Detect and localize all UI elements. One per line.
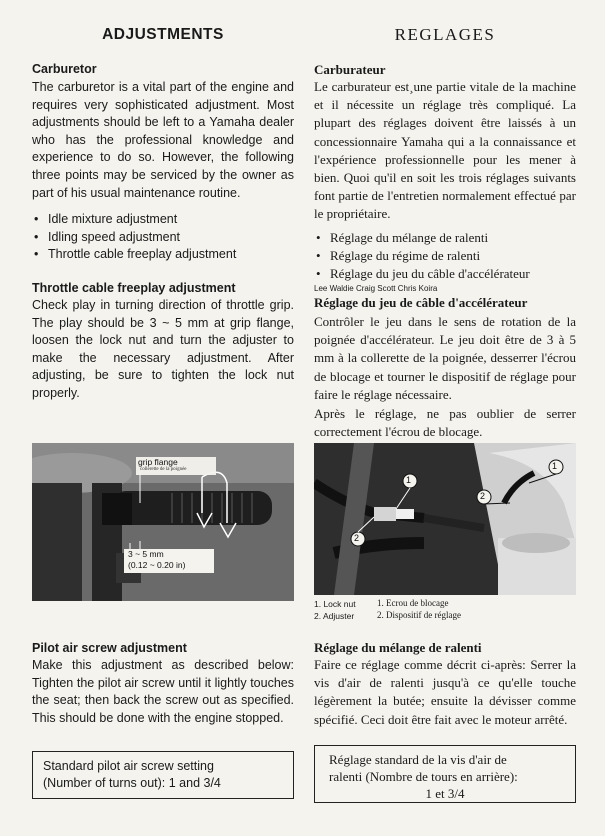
caption-ecrou: 1. Ecrou de blocage [377, 598, 449, 608]
throttle-text-fr: Contrôler le jeu dans le sens de rotation de la poignée d'accélérateur. Le jeu doit être de 3 à 5 mm à la collerette de la poignée, desserrer l'écrou de blocage et tourner le dispositif de réglage pour faire le réglage nécessaire. [314, 314, 576, 402]
pilot-title: Pilot air screw adjustment [32, 641, 187, 655]
caption-adjuster: 2. Adjuster [314, 611, 355, 621]
pilot-setting-fr-line3: 1 et 3/4 [425, 786, 465, 801]
throttle-title-fr: Réglage du jeu de câble d'accélérateur [314, 295, 528, 310]
cable-adjuster-illustration [314, 443, 576, 595]
carburetor-bullet-list [32, 211, 294, 264]
list-item: • Idle mixture adjustment [32, 211, 294, 229]
carburateur-bullet-list [314, 229, 576, 284]
list-item: • Throttle cable freeplay adjustment [32, 246, 294, 264]
carburateur-text: Le carburateur est¸une partie vitale de la machine et il nécessite un réglage très compliqué. La plupart des réglages doivent être laissés à un concessionnaire Yamaha qui a la connaissance et l'expérience professionnelle pour les mener à bien. Quoi qu'il en soit les trois réglages suivants font partie de l'entretien normalement effectué par le propriétaire. [314, 79, 576, 222]
grip-flange-label: grip flange [138, 457, 178, 467]
pilot-setting-line2: (Number of turns out): 1 and 3/4 [43, 776, 221, 790]
callout-1: 1 [406, 475, 412, 485]
play-range-inches-label: (0.12 ~ 0.20 in) [128, 560, 186, 570]
callout-2: 2 [354, 533, 360, 543]
throttle-title: Throttle cable freeplay adjustment [32, 281, 236, 295]
throttle-text: Check play in turning direction of throttle grip. The play should be 3 ~ 5 mm at grip flange, loosen the lock nut and turn the adjuster to make the necessary adjustment. After adjusting, be sure to tighten the lock nut properly. [32, 298, 294, 400]
list-item: • Réglage du régime de ralenti [314, 247, 576, 265]
pilot-setting-line1: Standard pilot air screw setting [43, 759, 214, 773]
heading-adjustments: ADJUSTMENTS [102, 26, 224, 43]
carburetor-text: The carburetor is a vital part of the engine and requires very sophisticated adjustment. Most adjustments should be left to a Yamaha dealer who has the professional knowledge and experience to do so. However, the following three points may be serviced by the owner as part of his usual maintenance routine. [32, 80, 294, 200]
carburetor-title: Carburetor [32, 62, 97, 76]
pilot-setting-box [32, 751, 294, 799]
throttle-grip-photo [32, 443, 294, 601]
pilot-text-fr: Faire ce réglage comme décrit ci-après: Serrer la vis d'air de ralenti jusqu'à ce qu'elle touche légèrement la butée; ensuite la dévisser comme spécifié. Ceci doit être fait avec le moteur arrêté. [314, 657, 576, 727]
pilot-setting-box-fr [314, 745, 576, 803]
list-item: • Idling speed adjustment [32, 229, 294, 247]
carburateur-title: Carburateur [314, 62, 386, 77]
callout-1b: 1 [552, 461, 558, 471]
play-range-label: 3 ~ 5 mm [128, 549, 164, 559]
pilot-setting-fr-line1: Réglage standard de la vis d'air de [329, 752, 507, 767]
caption-lock-nut: 1. Lock nut [314, 599, 356, 609]
heading-reglages: REGLAGES [394, 25, 496, 44]
grip-flange-label-fr: collerette de la poignée [140, 467, 187, 472]
cable-adjuster-photo [314, 443, 576, 595]
pilot-title-fr: Réglage du mélange de ralenti [314, 640, 482, 655]
pilot-text: Make this adjustment as described below: Tighten the pilot air screw until it lightly touches the seat; then back the screw out as specified. This should be done with the engine stopped. [32, 658, 294, 725]
pilot-setting-fr-line2: ralenti (Nombre de tours en arrière): [329, 769, 518, 784]
caption-dispositif: 2. Dispositif de réglage [377, 610, 461, 620]
credits-line: Lee Waldie Craig Scott Chris Koira [314, 284, 438, 293]
throttle-text-fr-2: Après le réglage, ne pas oublier de serrer correctement l'écrou de blocage. [314, 406, 576, 440]
callout-2b: 2 [480, 491, 486, 501]
list-item: • Réglage du jeu du câble d'accélérateur [314, 265, 576, 283]
list-item: • Réglage du mélange de ralenti [314, 229, 576, 247]
